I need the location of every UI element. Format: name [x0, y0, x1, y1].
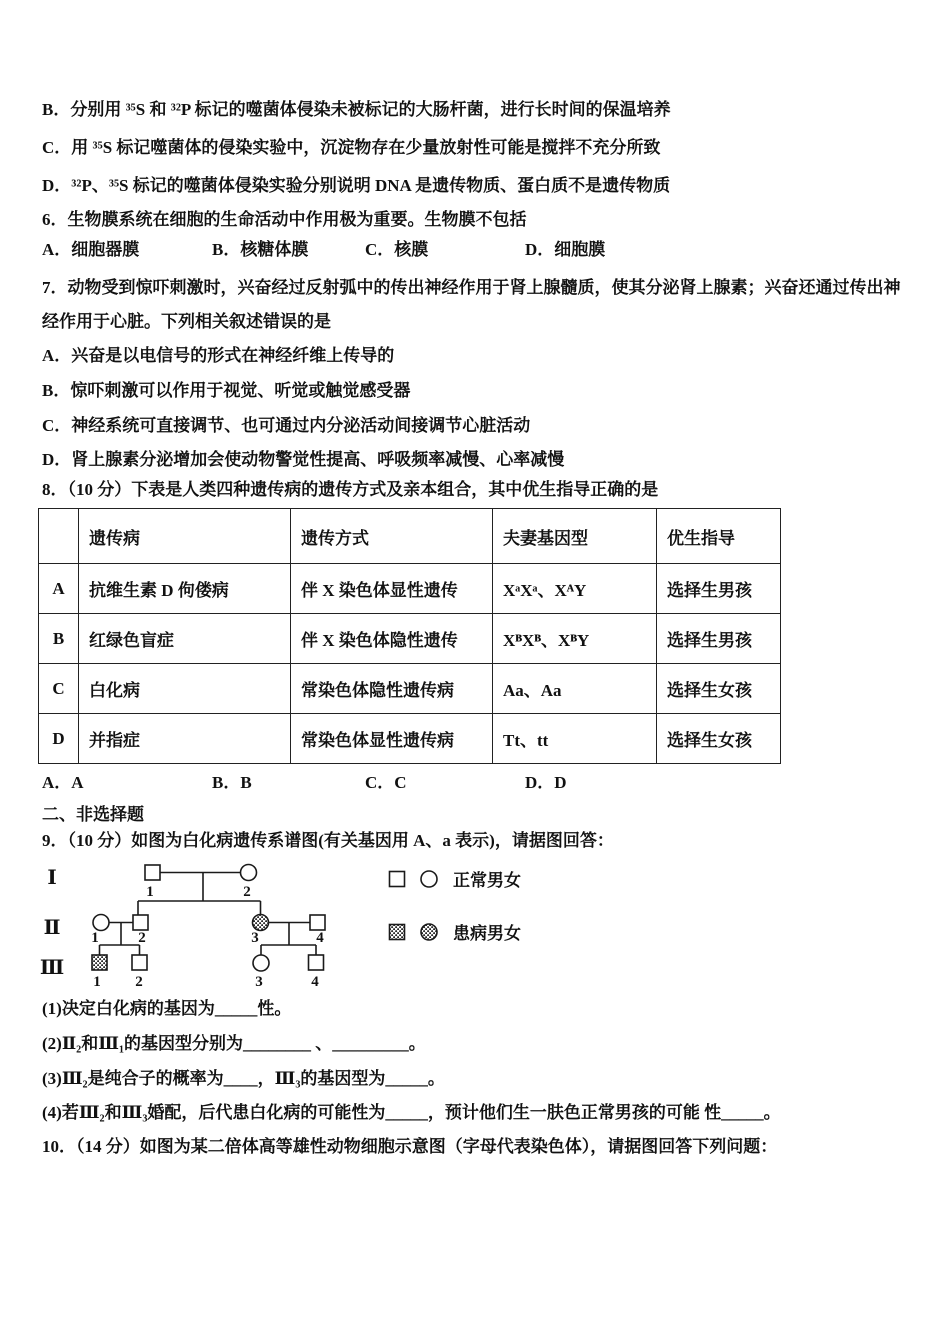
individual-number: 2	[243, 884, 251, 900]
table-header-genotype: 夫妻基因型	[493, 509, 657, 564]
q8-genetic-disease-table	[38, 508, 781, 764]
table-cell: 红绿色盲症	[79, 614, 291, 664]
pedigree-I1-normal-male-symbol	[145, 865, 160, 880]
q9-sub-question-1: (1)决定白化病的基因为_____性。	[42, 999, 292, 1018]
table-row-c	[39, 664, 781, 714]
q8-answer-a: A．A	[42, 773, 84, 792]
q5-option-d: D．³²P、³⁵S 标记的噬菌体侵染实验分别说明 DNA 是遗传物质、蛋白质不是遗传物质	[42, 176, 671, 195]
q9-sub-question-4: (4)若Ⅲ₂和Ⅲ₃婚配，后代患白化病的可能性为_____，预计他们生一肤色正常男孩的可能 性_____。	[42, 1103, 781, 1122]
table-cell: 伴 X 染色体显性遗传	[291, 564, 493, 614]
table-header-mode: 遗传方式	[291, 509, 493, 564]
q8-answer-d: D．D	[525, 773, 567, 792]
legend-affected-male-symbol	[387, 922, 407, 942]
pedigree-diagram	[35, 858, 367, 998]
q6-option-d: D．细胞膜	[525, 240, 606, 259]
table-cell: Tt、tt	[493, 714, 657, 764]
table-cell: 选择生女孩	[657, 714, 781, 764]
table-cell: C	[39, 664, 79, 714]
table-cell: 选择生女孩	[657, 664, 781, 714]
section2-title: 二、非选择题	[42, 805, 144, 824]
table-cell: XᵃXᵃ、XᴬY	[493, 564, 657, 614]
table-cell: A	[39, 564, 79, 614]
table-cell: 并指症	[79, 714, 291, 764]
q7-option-a: A．兴奋是以电信号的形式在神经纤维上传导的	[42, 346, 395, 365]
q7-option-b: B．惊吓刺激可以作用于视觉、听觉或触觉感受器	[42, 381, 411, 400]
individual-number: 4	[316, 930, 324, 946]
table-row-b	[39, 614, 781, 664]
legend-affected-female-symbol	[419, 922, 439, 942]
table-row-a	[39, 564, 781, 614]
pedigree-I2-normal-female-symbol	[241, 865, 257, 881]
q6-options	[42, 239, 920, 261]
q8-answer-c: C．C	[365, 773, 407, 792]
legend-normal-label: 正常男女	[453, 871, 521, 890]
q6-stem: 6．生物膜系统在细胞的生命活动中作用极为重要。生物膜不包括	[42, 210, 527, 229]
q7-option-d: D．肾上腺素分泌增加会使动物警觉性提高、呼吸频率减慢、心率减慢	[42, 450, 565, 469]
pedigree-II1-normal-female-symbol	[93, 915, 109, 931]
pedigree-II2-normal-male-symbol	[133, 915, 148, 930]
table-cell: 常染色体显性遗传病	[291, 714, 493, 764]
pedigree-II3-affected-female-symbol	[253, 915, 269, 931]
q5-option-c: C．用 ³⁵S 标记噬菌体的侵染实验中，沉淀物存在少量放射性可能是搅拌不充分所致	[42, 138, 661, 157]
table-cell: XᴮXᴮ、XᴮY	[493, 614, 657, 664]
q7-stem-line1: 7．动物受到惊吓刺激时，兴奋经过反射弧中的传出神经作用于肾上腺髓质，使其分泌肾上腺素；兴奋还通过传出神	[42, 278, 901, 297]
table-cell: 常染色体隐性遗传病	[291, 664, 493, 714]
table-cell: 抗维生素 D 佝偻病	[79, 564, 291, 614]
q8-stem: 8．（10 分）下表是人类四种遗传病的遗传方式及亲本组合，其中优生指导正确的是	[42, 480, 659, 499]
table-header-disease: 遗传病	[79, 509, 291, 564]
q10-stem: 10．（14 分）如图为某二倍体高等雄性动物细胞示意图（字母代表染色体），请据图回答下列问题：	[42, 1137, 778, 1156]
individual-number: 3	[255, 974, 263, 990]
pedigree-III4-normal-male-symbol	[309, 955, 324, 970]
pedigree-labels	[40, 867, 324, 990]
table-header-cell	[39, 509, 79, 564]
pedigree-II4-normal-male-symbol	[310, 915, 325, 930]
table-cell: 白化病	[79, 664, 291, 714]
q6-option-b: B．核糖体膜	[212, 240, 309, 259]
table-cell: B	[39, 614, 79, 664]
table-header-row	[39, 509, 781, 564]
q9-pedigree-figure	[35, 858, 920, 998]
q7-stem-line2: 经作用于心脏。下列相关叙述错误的是	[42, 312, 331, 331]
pedigree-connector-lines	[100, 873, 317, 956]
q5-option-b: B．分别用 ³⁵S 和 ³²P 标记的噬菌体侵染未被标记的大肠杆菌，进行长时间的保温培养	[42, 100, 671, 119]
q9-sub-question-3: (3)Ⅲ₂是纯合子的概率为____，Ⅲ₃的基因型为_____。	[42, 1069, 445, 1088]
table-cell: 选择生男孩	[657, 614, 781, 664]
pedigree-III2-normal-male-symbol	[132, 955, 147, 970]
q9-stem: 9．（10 分）如图为白化病遗传系谱图(有关基因用 A、a 表示)，请据图回答：	[42, 831, 614, 850]
individual-number: 1	[91, 930, 99, 946]
legend-normal-male-symbol	[387, 869, 407, 889]
individual-number: 3	[251, 930, 259, 946]
table-cell: D	[39, 714, 79, 764]
generation-I-label: Ⅰ	[47, 867, 57, 889]
pedigree-legend	[387, 858, 521, 944]
individual-number: 1	[146, 884, 154, 900]
table-header-guidance: 优生指导	[657, 509, 781, 564]
q6-option-c: C．核膜	[365, 240, 429, 259]
individual-number: 2	[138, 930, 146, 946]
q7-option-c: C．神经系统可直接调节、也可通过内分泌活动间接调节心脏活动	[42, 416, 531, 435]
pedigree-III3-normal-female-symbol	[253, 955, 269, 971]
generation-III-label: Ⅲ	[39, 957, 65, 979]
q9-sub-question-2: (2)Ⅱ₂和Ⅲ₁的基因型分别为________ 、_________。	[42, 1034, 426, 1053]
generation-II-label: Ⅱ	[43, 917, 61, 939]
table-cell: 选择生男孩	[657, 564, 781, 614]
q6-option-a: A．细胞器膜	[42, 240, 140, 259]
table-cell: Aa、Aa	[493, 664, 657, 714]
legend-affected-row	[387, 919, 521, 944]
q8-answer-b: B．B	[212, 773, 252, 792]
table-row-d	[39, 714, 781, 764]
individual-number: 2	[135, 974, 143, 990]
individual-number: 4	[311, 974, 319, 990]
pedigree-III1-affected-male-symbol	[92, 955, 107, 970]
individual-number: 1	[93, 974, 101, 990]
q8-answer-options	[42, 772, 920, 794]
legend-normal-female-symbol	[419, 869, 439, 889]
legend-affected-label: 患病男女	[453, 924, 521, 943]
legend-normal-row	[387, 866, 521, 891]
table-cell: 伴 X 染色体隐性遗传	[291, 614, 493, 664]
